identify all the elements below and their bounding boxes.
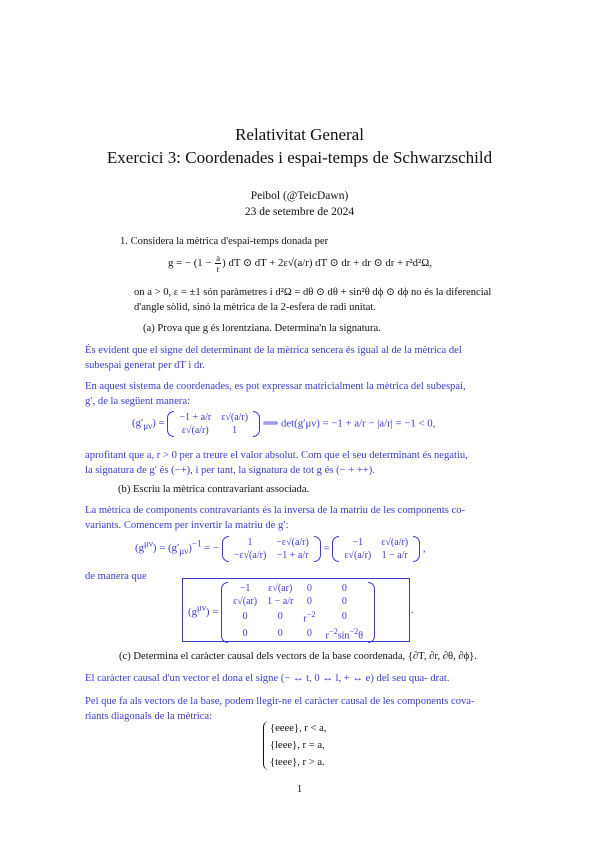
metric-factor: (1 − $\frac{a}{r}$ ) [193, 253, 226, 274]
part-a-answer-line1: És evident que el signe del determinant de la mètrica sencera és igual al de la mètrica del [85, 345, 462, 356]
determinant-expression: ⟹ det(g′μν) = −1 + a/r − |a/r| = −1 < 0, [262, 417, 436, 430]
part-b-prompt: (b) Escriu la mètrica contravariant associada. [118, 484, 310, 495]
cases-brace [263, 721, 269, 770]
part-a-answer-line2: subespai generat per dT i dr. [85, 360, 205, 371]
contravariant-label: $(g^{\mu\nu})$ = [188, 602, 219, 618]
case-2: {leee}, r = a, [270, 740, 325, 751]
part-b-answer2: de manera que [85, 571, 147, 582]
paper-subtitle: Exercici 3: Coordenades i espai-temps de Schwarzschild [106, 148, 493, 167]
subspace-matrix: −1 + a/r ε√(a/r) ε√(a/r) 1 [167, 411, 260, 437]
inverse-subspace-equation [135, 536, 426, 562]
contravariant-matrix: −1 ε√(ar) 0 0 ε√(ar) 1 − a/r 0 0 0 0 $r^{-2}$ 0 0 0 0 $r^{-2}\sin^{-2}\theta$ [221, 582, 375, 643]
question-1-condition-line1: on a > 0, ε = ±1 són paràmetres i d²Ω = dθ ⊙ dθ + sin²θ dϕ ⊙ dϕ no és la diferencial [134, 287, 492, 298]
part-c-answer1: El caràcter causal d'un vector el dona el signe (− ↔ t, 0 ↔ l, + ↔ e) del seu qua- drat. [85, 673, 450, 684]
part-a-answer3-line1: aprofitant que a, r > 0 per a treure el valor absolut. Com que el seu determinant és negatiu, [85, 450, 468, 461]
case-3: {teee}, r > a. [270, 757, 325, 768]
question-1-condition-line2: d'angle sòlid, sinó la mètrica de la 2-esfera de radi unitat. [134, 302, 376, 313]
part-a-answer2-line2: g′, de la següent manera: [85, 396, 190, 407]
equals-sign: = [323, 542, 330, 555]
subspace-metric-equation [132, 411, 435, 437]
date: 23 de setembre de 2024 [244, 206, 355, 218]
part-b-answer-line1: La mètrica de components contravariants és la inversa de la matriu de les components co- [85, 505, 466, 516]
question-1-intro: 1. Considera la mètrica d'espai-temps donada per [120, 236, 329, 247]
g-inverse-label: $(g^{\mu\nu}) = (g'_{\mu\nu})^{-1}$ = − [135, 538, 220, 557]
trailing-comma: , [422, 542, 426, 555]
part-c-answer2-line2: riants diagonals de la mètrica: [85, 711, 213, 722]
case-1: {eeee}, r < a, [270, 723, 327, 734]
part-a-prompt: (a) Prova que g és lorentziana. Determina'n la signatura. [143, 323, 381, 334]
g-prime-label: $(g'_{\mu\nu})$ = [132, 417, 165, 432]
author: Peibol (@TeicDawn) [250, 190, 349, 202]
part-b-answer-line2: variants. Comencem per invertir la matriu de g′: [85, 520, 289, 531]
boxed-trailing-period: . [411, 604, 414, 616]
metric-equation [168, 253, 432, 274]
inverse-matrix-2: −1 ε√(a/r) ε√(a/r) 1 − a/r [332, 536, 420, 562]
metric-rhs: dT ⊙ dT + 2ε√(a/r) dT ⊙ dr + dr ⊙ dr + r²d²Ω, [228, 256, 432, 269]
paper-title: Relativitat General [235, 125, 364, 144]
part-a-answer2-line1: En aquest sistema de coordenades, es pot expressar matricialment la mètrica del subespai, [85, 381, 466, 392]
part-a-answer3-line2: la signatura de g′ és (−+), i per tant, la signatura de tot g és (− + ++). [85, 465, 375, 476]
page-number: 1 [296, 784, 303, 795]
metric-lhs: g = − [168, 256, 191, 269]
part-c-answer2-line1: Pel que fa als vectors de la base, podem llegir-ne el caràcter causal de les components cova- [85, 696, 475, 707]
contravariant-metric-equation [188, 582, 375, 643]
part-c-prompt: (c) Determina el caràcter causal dels vectors de la base coordenada, {∂T, ∂r, ∂θ, ∂ϕ}. [119, 651, 477, 662]
inverse-matrix-1: 1 −ε√(a/r) −ε√(a/r) −1 + a/r [222, 536, 321, 562]
